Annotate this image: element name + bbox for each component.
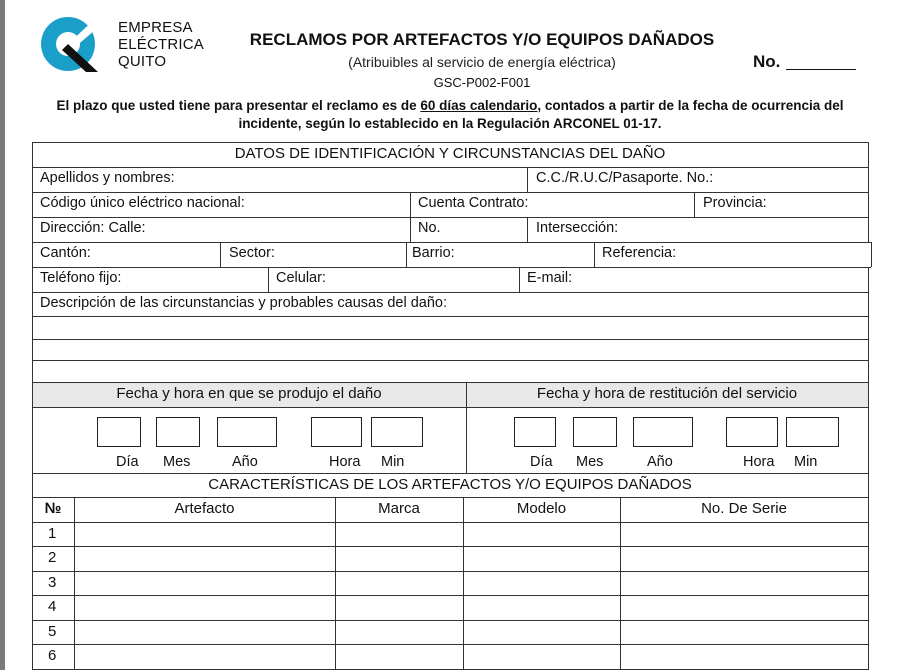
line-2 [32, 192, 868, 193]
div-intersection [527, 217, 528, 242]
label-province[interactable]: Provincia: [703, 195, 767, 211]
col-div-3 [463, 497, 464, 670]
col-div-2 [335, 497, 336, 670]
col-number: № [44, 500, 62, 517]
equipment-title: CARACTERÍSTICAS DE LOS ARTEFACTOS Y/O EQUIPOS DAÑADOS [208, 476, 692, 493]
label-code[interactable]: Código único eléctrico nacional: [40, 195, 245, 211]
label-barrio[interactable]: Barrio: [412, 245, 455, 261]
line-top [32, 142, 868, 143]
damage-minute-box[interactable] [371, 417, 423, 447]
label-address[interactable]: Dirección: Calle: [40, 220, 146, 236]
label-description[interactable]: Descripción de las circunstancias y probables causas del daño: [40, 295, 448, 311]
line-16 [32, 571, 868, 572]
line-4 [32, 242, 871, 243]
line-14 [32, 522, 868, 523]
div-reference [594, 242, 595, 267]
form-border-right-top [868, 142, 869, 242]
form-border-left [32, 142, 33, 670]
damage-year-label: Año [232, 454, 258, 470]
row-number-2: 2 [48, 549, 57, 566]
deadline-notice [30, 97, 870, 133]
label-id-number[interactable]: C.C./R.U.C/Pasaporte. No.: [536, 170, 714, 186]
damage-month-box[interactable] [156, 417, 200, 447]
col-div-1 [74, 497, 75, 670]
line-13 [32, 497, 868, 498]
div-sector [220, 242, 221, 267]
restore-minute-box[interactable] [786, 417, 839, 447]
form-code [0, 75, 924, 90]
damage-day-box[interactable] [97, 417, 141, 447]
label-number[interactable]: No. [418, 220, 441, 236]
damage-year-box[interactable] [217, 417, 277, 447]
restore-month-label: Mes [576, 454, 604, 470]
col-model: Modelo [516, 500, 567, 517]
line-19 [32, 644, 868, 645]
damage-day-label: Día [116, 454, 139, 470]
damage-date-title: Fecha y hora en que se produjo el daño [116, 385, 382, 402]
restore-month-box[interactable] [573, 417, 617, 447]
label-canton[interactable]: Cantón: [40, 245, 91, 261]
label-cell[interactable]: Celular: [276, 270, 326, 286]
line-1 [32, 167, 868, 168]
row-number-6: 6 [48, 647, 57, 664]
col-serial: No. De Serie [701, 500, 787, 517]
form-subtitle [0, 54, 924, 70]
line-9 [32, 360, 868, 361]
div-id-number [527, 167, 528, 192]
damage-minute-label: Min [381, 454, 405, 470]
label-sector[interactable]: Sector: [229, 245, 275, 261]
col-div-4 [620, 497, 621, 670]
label-reference[interactable]: Referencia: [602, 245, 677, 261]
row-number-3: 3 [48, 574, 57, 591]
line-6 [32, 292, 868, 293]
form-border-right-jog [871, 242, 872, 267]
col-brand: Marca [378, 500, 420, 517]
claim-form [32, 142, 868, 670]
form-title-text: RECLAMOS POR ARTEFACTOS Y/O EQUIPOS DAÑADOS [249, 30, 715, 49]
company-line-1: EMPRESA [118, 19, 193, 36]
row-number-1: 1 [48, 525, 57, 542]
company-line-2: ELÉCTRICA [118, 36, 204, 53]
form-number-label: No. [753, 52, 781, 71]
notice-part-1: El plazo que usted tiene para presentar el reclamo es de [56, 98, 421, 113]
form-border-right [868, 267, 869, 670]
form-title [0, 30, 924, 50]
line-7 [32, 316, 868, 317]
div-province [694, 192, 695, 217]
label-email[interactable]: E-mail: [527, 270, 573, 286]
line-5 [32, 267, 871, 268]
damage-hour-label: Hora [329, 454, 361, 470]
label-phone[interactable]: Teléfono fijo: [40, 270, 122, 286]
line-8 [32, 339, 868, 340]
line-18 [32, 620, 868, 621]
div-email [519, 267, 520, 292]
identification-title: DATOS DE IDENTIFICACIÓN Y CIRCUNSTANCIAS DEL DAÑO [234, 145, 666, 162]
col-artefact: Artefacto [174, 500, 235, 517]
restore-year-label: Año [647, 454, 673, 470]
line-12 [32, 473, 868, 474]
line-10 [32, 382, 868, 383]
restore-hour-box[interactable] [726, 417, 778, 447]
restore-day-box[interactable] [514, 417, 556, 447]
company-line-3: QUITO [118, 53, 167, 70]
label-account[interactable]: Cuenta Contrato: [418, 195, 529, 211]
form-number-field[interactable] [786, 69, 856, 70]
notice-part-2: , contados a partir de la fecha de ocurrencia del incidente, según lo establecido en la Regulación ARCONEL 01-17. [238, 98, 844, 131]
form-subtitle-text: (Atribuibles al servicio de energía eléctrica) [348, 54, 616, 70]
line-17 [32, 595, 868, 596]
page-edge [0, 0, 5, 670]
div-account [410, 192, 411, 242]
form-code-text: GSC-P002-F001 [433, 75, 531, 90]
damage-month-label: Mes [163, 454, 191, 470]
row-number-4: 4 [48, 598, 57, 615]
label-intersection[interactable]: Intersección: [536, 220, 619, 236]
restore-day-label: Día [530, 454, 553, 470]
notice-highlight: 60 días calendario [420, 98, 538, 113]
line-11 [32, 407, 868, 408]
restore-year-box[interactable] [633, 417, 693, 447]
restore-hour-label: Hora [743, 454, 775, 470]
line-3 [32, 217, 868, 218]
damage-hour-box[interactable] [311, 417, 362, 447]
restore-minute-label: Min [794, 454, 818, 470]
label-names[interactable]: Apellidos y nombres: [40, 170, 175, 186]
restore-date-title: Fecha y hora de restitución del servicio [536, 385, 798, 402]
line-15 [32, 546, 868, 547]
div-cell [268, 267, 269, 292]
div-barrio [406, 242, 407, 267]
row-number-5: 5 [48, 623, 57, 640]
